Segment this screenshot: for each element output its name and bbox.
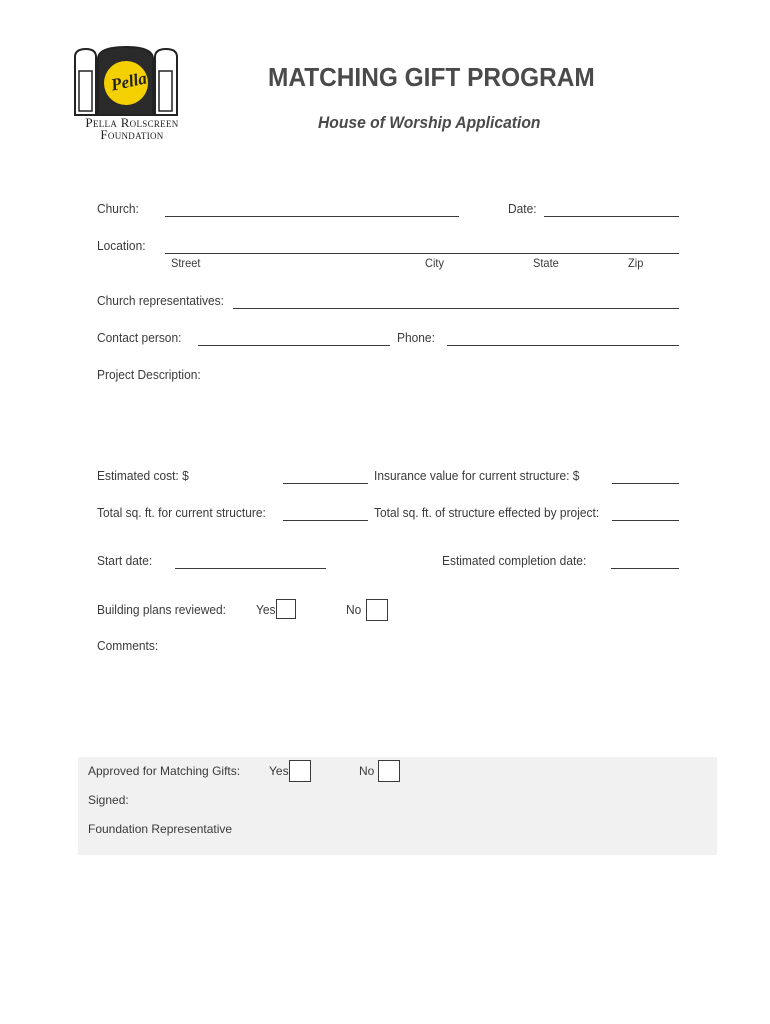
contact-person-label: Contact person:	[97, 330, 182, 345]
state-sublabel: State	[533, 256, 559, 270]
plans-yes-checkbox[interactable]	[276, 599, 296, 619]
plans-reviewed-label: Building plans reviewed:	[97, 602, 226, 617]
foundation-name	[74, 117, 190, 141]
foundation-name-line2: Foundation	[100, 127, 164, 142]
street-sublabel: Street	[171, 256, 201, 270]
plans-no-checkbox[interactable]	[366, 599, 388, 621]
representatives-field[interactable]	[233, 308, 679, 309]
estimated-cost-field[interactable]	[283, 483, 368, 484]
foundation-name-line1: Pella Rolscreen	[85, 115, 179, 130]
page-subtitle: House of Worship Application	[318, 113, 541, 132]
church-field[interactable]	[165, 216, 459, 217]
completion-date-label: Estimated completion date:	[442, 553, 587, 568]
comments-label: Comments:	[97, 638, 159, 653]
comments-area[interactable]	[97, 660, 679, 745]
approved-yes-label: Yes	[269, 764, 289, 778]
representatives-label: Church representatives:	[97, 293, 224, 308]
date-label: Date:	[508, 201, 537, 216]
project-description-label: Project Description:	[97, 367, 201, 382]
foundation-logo	[74, 45, 184, 117]
sqft-project-field[interactable]	[612, 520, 679, 521]
insurance-value-field[interactable]	[612, 483, 679, 484]
plans-yes-label: Yes	[256, 602, 276, 617]
page-title: MATCHING GIFT PROGRAM	[268, 62, 595, 92]
contact-person-field[interactable]	[198, 345, 390, 346]
plans-no-label: No	[346, 602, 362, 617]
pella-brand-text: Pella	[109, 68, 149, 95]
start-date-field[interactable]	[175, 568, 326, 569]
approved-no-label: No	[359, 764, 375, 778]
church-label: Church:	[97, 201, 139, 216]
completion-date-field[interactable]	[611, 568, 679, 569]
start-date-label: Start date:	[97, 553, 153, 568]
sqft-current-label: Total sq. ft. for current structure:	[97, 505, 266, 520]
estimated-cost-label: Estimated cost: $	[97, 468, 189, 483]
zip-sublabel: Zip	[628, 256, 644, 270]
insurance-value-label: Insurance value for current structure: $	[374, 468, 580, 483]
approved-label: Approved for Matching Gifts:	[88, 764, 241, 778]
phone-field[interactable]	[447, 345, 679, 346]
date-field[interactable]	[544, 216, 679, 217]
city-sublabel: City	[425, 256, 445, 270]
approved-no-checkbox[interactable]	[378, 760, 400, 782]
location-label: Location:	[97, 238, 146, 253]
sqft-project-label: Total sq. ft. of structure effected by project:	[374, 505, 600, 520]
approved-yes-checkbox[interactable]	[289, 760, 311, 782]
project-description-area[interactable]	[97, 388, 679, 458]
signed-label: Signed:	[88, 793, 129, 807]
location-field[interactable]	[165, 253, 679, 254]
phone-label: Phone:	[397, 330, 435, 345]
sqft-current-field[interactable]	[283, 520, 368, 521]
foundation-rep-label: Foundation Representative	[88, 822, 233, 836]
